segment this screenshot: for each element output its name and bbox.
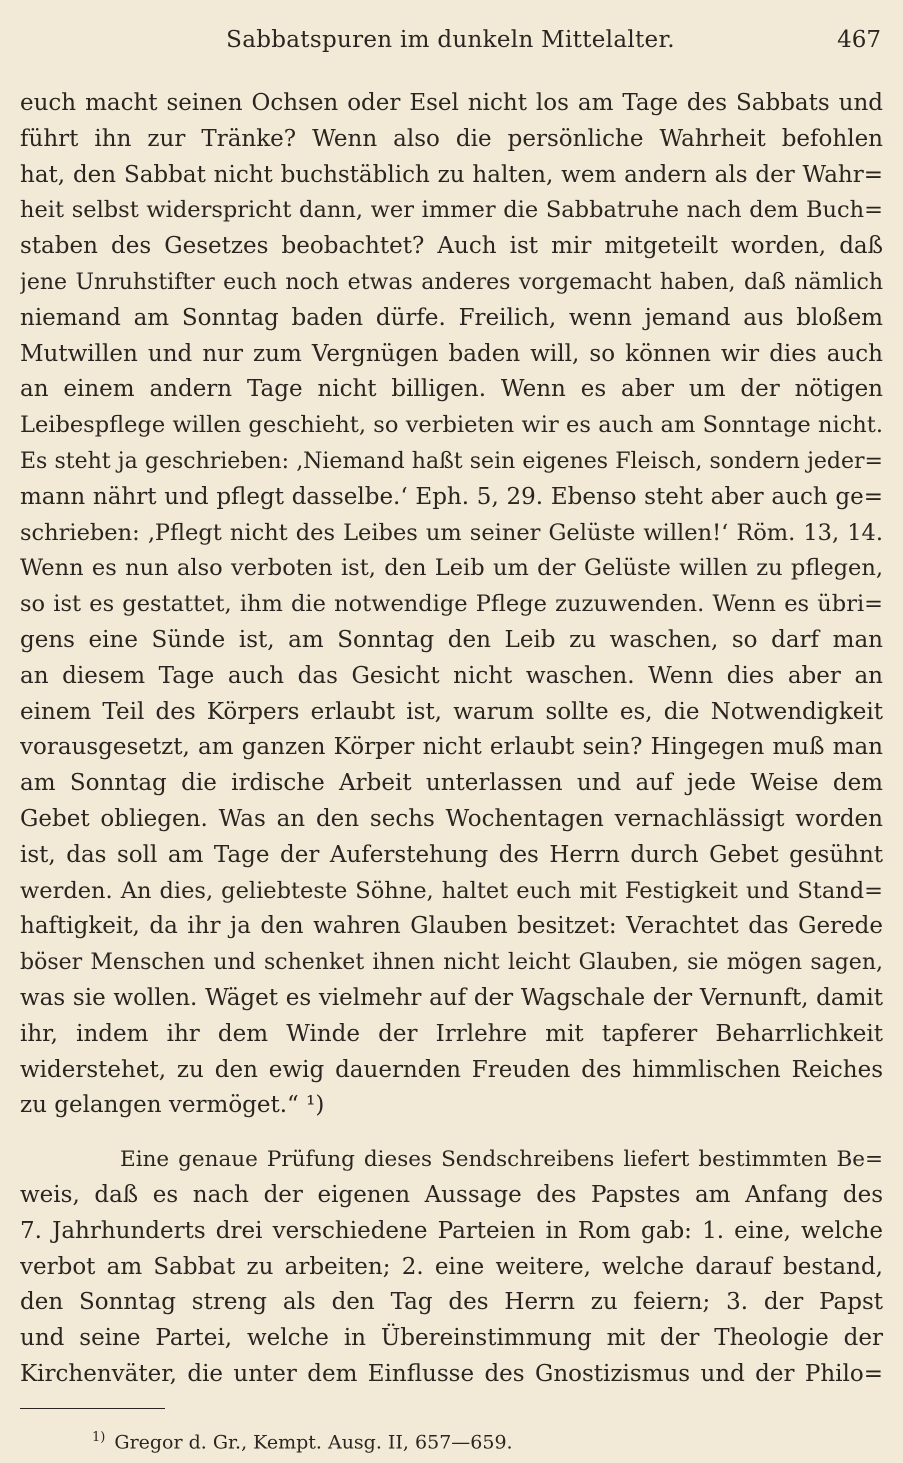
text-line: am Sonntag die irdische Arbeit unterlassen und auf jede Weise dem: [20, 770, 883, 797]
paragraph-1: [20, 86, 883, 1124]
text-line: den Sonntag streng als den Tag des Herrn zu feiern; 3. der Papst: [20, 1289, 883, 1316]
text-line: führt ihn zur Tränke? Wenn also die persönliche Wahrheit befohlen: [20, 125, 883, 152]
text-line: widerstehet, zu den ewig dauernden Freuden des himmlischen Reiches: [20, 1056, 883, 1083]
footnote: [92, 1425, 513, 1455]
body-text: [20, 86, 883, 1393]
text-line: mann nährt und pflegt dasselbe.‘ Eph. 5, 29. Ebenso steht aber auch ge=: [20, 483, 883, 510]
text-line: hat, den Sabbat nicht buchstäblich zu halten, wem andern als der Wahr=: [20, 161, 883, 188]
text-line: niemand am Sonntag baden dürfe. Freilich, wenn jemand aus bloßem: [20, 304, 883, 331]
text-line: und seine Partei, welche in Übereinstimmung mit der Theologie der: [20, 1325, 883, 1352]
text-line: Gebet obliegen. Was an den sechs Wochentagen vernachlässigt worden: [20, 805, 883, 832]
text-line: werden. An dies, geliebteste Söhne, haltet euch mit Festigkeit und Stand=: [20, 877, 883, 904]
text-line: Mutwillen und nur zum Vergnügen baden will, so können wir dies auch: [20, 340, 883, 367]
text-line: Kirchenväter, die unter dem Einflusse des Gnostizismus und der Philo=: [20, 1360, 883, 1387]
text-line: Es steht ja geschrieben: ‚Niemand haßt sein eigenes Fleisch, sondern jeder=: [20, 448, 883, 474]
text-line: so ist es gestattet, ihm die notwendige Pflege zuzuwenden. Wenn es übri=: [20, 591, 883, 618]
text-line: vorausgesetzt, am ganzen Körper nicht erlaubt sein? Hingegen muß man: [20, 734, 883, 761]
text-line: haftigkeit, da ihr ja den wahren Glauben besitzet: Verachtet das Gerede: [20, 913, 883, 940]
running-head: [20, 24, 881, 56]
text-line: Leibespflege willen geschieht, so verbieten wir es auch am Sonntage nicht.: [20, 412, 883, 439]
text-line: ist, das soll am Tage der Auferstehung des Herrn durch Gebet gesühnt: [20, 841, 883, 868]
footnote-text: Gregor d. Gr., Kempt. Ausg. II, 657—659.: [114, 1431, 513, 1454]
text-line: Wenn es nun also verboten ist, den Leib um der Gelüste willen zu pflegen,: [20, 555, 883, 582]
text-line: weis, daß es nach der eigenen Aussage des Papstes am Anfang des: [20, 1181, 883, 1208]
running-title: Sabbatspuren im dunkeln Mittelalter.: [226, 27, 675, 53]
text-line: gens eine Sünde ist, am Sonntag den Leib zu waschen, so darf man: [20, 626, 883, 653]
text-line: an diesem Tage auch das Gesicht nicht waschen. Wenn dies aber an: [20, 662, 883, 689]
text-line: ihr, indem ihr dem Winde der Irrlehre mit tapferer Beharrlichkeit: [20, 1020, 883, 1047]
paragraph-gap: [20, 1124, 883, 1142]
text-line: böser Menschen und schenket ihnen nicht leicht Glauben, sie mögen sagen,: [20, 950, 883, 976]
text-line: verbot am Sabbat zu arbeiten; 2. eine weitere, welche darauf bestand,: [20, 1253, 883, 1280]
text-line: jene Unruhstifter euch noch etwas anderes vorgemacht haben, daß nämlich: [20, 269, 883, 295]
text-line: an einem andern Tage nicht billigen. Wenn es aber um der nötigen: [20, 376, 883, 403]
text-line: zu gelangen vermöget.“ ¹): [20, 1092, 325, 1119]
text-line: was sie wollen. Wäget es vielmehr auf der Wagschale der Vernunft, damit: [20, 984, 883, 1011]
footnote-rule: [20, 1408, 165, 1409]
text-line: Eine genaue Prüfung dieses Sendschreibens liefert bestimmten Be=: [120, 1147, 883, 1173]
text-line: euch macht seinen Ochsen oder Esel nicht los am Tage des Sabbats und: [20, 90, 883, 116]
footnote-marker: 1): [92, 1430, 106, 1445]
text-line: heit selbst widerspricht dann, wer immer die Sabbatruhe nach dem Buch=: [20, 197, 883, 224]
text-line: einem Teil des Körpers erlaubt ist, warum sollte es, die Notwendigkeit: [20, 698, 883, 725]
text-line: schrieben: ‚Pflegt nicht des Leibes um seiner Gelüste willen!‘ Röm. 13, 14.: [20, 519, 883, 546]
page-number: 467: [837, 27, 881, 53]
text-line: staben des Gesetzes beobachtet? Auch ist mir mitgeteilt worden, daß: [20, 233, 883, 260]
paragraph-2: [20, 1142, 883, 1393]
text-line: 7. Jahrhunderts drei verschiedene Parteien in Rom gab: 1. eine, welche: [20, 1217, 883, 1244]
